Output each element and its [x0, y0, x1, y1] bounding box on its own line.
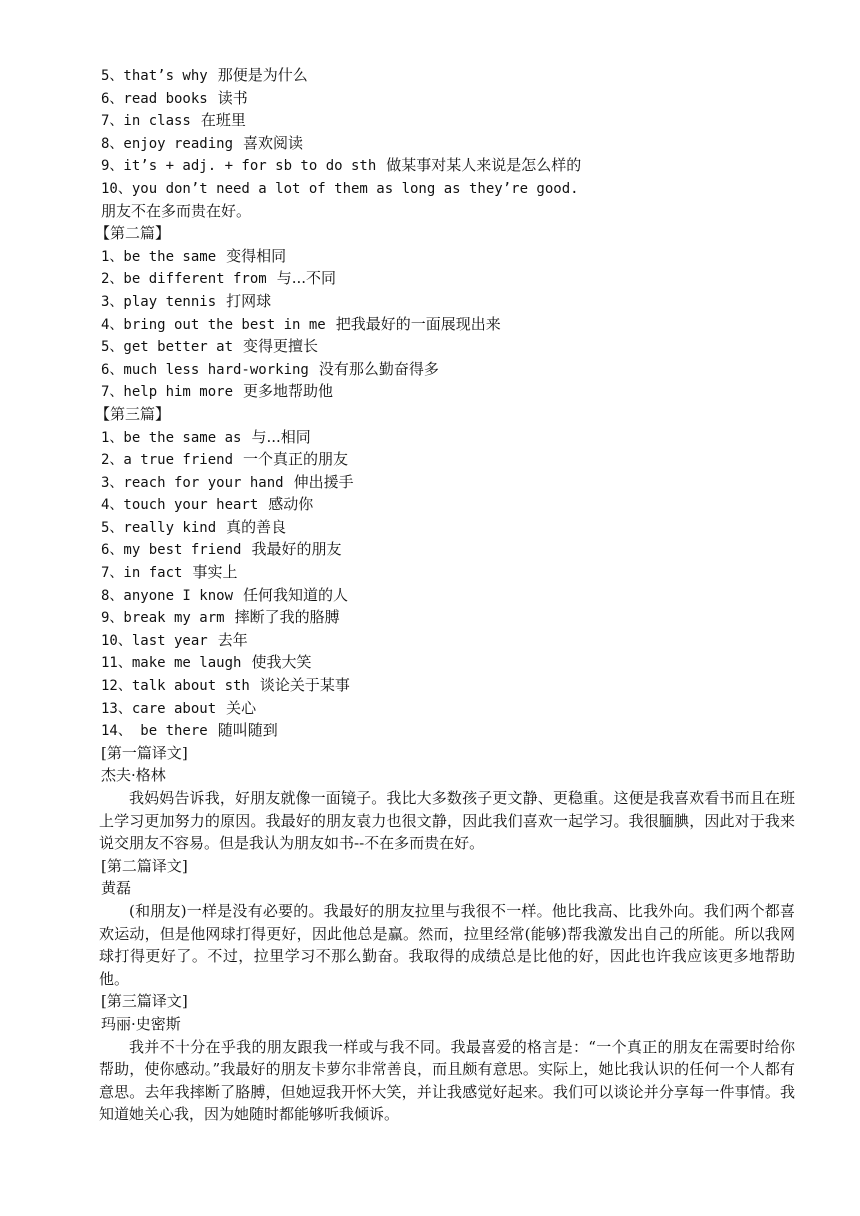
vocab-english: 6、much less hard-working — [101, 361, 309, 378]
vocab-chinese: 真的善良 — [226, 517, 287, 536]
vocab-chinese: 使我大笑 — [251, 653, 312, 672]
vocab-english: 7、help him more — [101, 384, 234, 401]
vocab-chinese: 在班里 — [200, 111, 246, 130]
vocab-chinese: 更多地帮助他 — [243, 382, 334, 401]
vocab-english: 1、be the same as — [101, 429, 242, 446]
vocab-chinese: 伸出援手 — [293, 472, 354, 491]
vocab-english: 5、really kind — [101, 519, 217, 536]
vocab-item — [101, 87, 801, 110]
vocab-item — [101, 335, 801, 358]
vocab-chinese: 那便是为什么 — [217, 66, 308, 84]
translation-label-3: [第三篇译文] — [101, 992, 188, 1011]
vocab-item — [101, 426, 801, 449]
vocab-item — [101, 380, 801, 403]
vocab-chinese: 去年 — [217, 630, 248, 649]
author-name-1: 杰夫·格林 — [101, 766, 166, 785]
vocab-chinese: 做某事对某人来说是怎么样的 — [386, 156, 582, 175]
vocab-item — [101, 154, 801, 177]
translation-text-3: 我并不十分在乎我的朋友跟我一样或与我不同。我最喜爱的格言是：“一个真正的朋友在需要时给你帮助，使你感动。”我最好的朋友卡萝尔非常善良，而且颇有意思。实际上，她比我认识的任何一个人都有意思。去年我摔断了胳膊，但她逗我开怀大笑，并让我感觉好起来。我们可以谈论并分享每一件事情。我知道她关心我，因为她随时都能够听我倾诉。 — [99, 1037, 795, 1124]
section-heading-part2: 【第二篇】 — [95, 224, 171, 243]
vocab-english: 11、make me laugh — [101, 655, 242, 672]
vocab-item — [101, 584, 801, 607]
vocab-item — [101, 719, 801, 742]
vocab-chinese: 与...不同 — [276, 269, 337, 288]
vocab-item — [101, 538, 801, 561]
vocab-chinese: 变得更擅长 — [243, 337, 319, 356]
author-name-3: 玛丽·史密斯 — [101, 1014, 181, 1033]
vocab-chinese: 打网球 — [226, 291, 272, 310]
vocab-item — [101, 245, 801, 268]
vocab-chinese: 喜欢阅读 — [243, 133, 304, 152]
translation-paragraph-3 — [99, 1036, 795, 1126]
vocab-item — [101, 358, 801, 381]
vocab-item — [101, 629, 801, 652]
vocab-english: 4、touch your heart — [101, 497, 259, 514]
vocab-item — [101, 267, 801, 290]
vocab-english: 14、 be there — [101, 723, 208, 740]
translation-label-2: [第二篇译文] — [101, 856, 188, 875]
vocab-item — [101, 697, 801, 720]
vocab-chinese: 一个真正的朋友 — [243, 450, 349, 469]
vocab-english: 8、enjoy reading — [101, 135, 234, 152]
vocab-item — [101, 448, 801, 471]
vocab-english: 10、last year — [101, 632, 208, 649]
section-heading-part3: 【第三篇】 — [95, 404, 171, 423]
translation-paragraph-2 — [99, 900, 795, 990]
vocab-english: 12、talk about sth — [101, 678, 250, 695]
vocab-item — [101, 493, 801, 516]
vocab-chinese: 事实上 — [192, 563, 238, 582]
vocab-item — [101, 64, 801, 87]
vocab-item — [101, 606, 801, 629]
vocab-english: 4、bring out the best in me — [101, 316, 326, 333]
vocab-english: 6、my best friend — [101, 542, 242, 559]
vocab-english: 9、it’s + adj. + for sb to do sth — [101, 158, 377, 175]
vocab-chinese: 随叫随到 — [217, 721, 278, 740]
vocab-english: 3、play tennis — [101, 293, 217, 310]
vocab-english: 10、you don’t need a lot of them as long as they’re good. — [101, 180, 579, 197]
vocab-chinese: 读书 — [217, 88, 248, 107]
vocab-chinese: 变得相同 — [226, 246, 287, 265]
vocab-translation: 朋友不在多而贵在好。 — [101, 201, 252, 220]
vocab-chinese: 任何我知道的人 — [243, 585, 349, 604]
vocab-item — [101, 561, 801, 584]
vocab-english: 7、in fact — [101, 565, 183, 582]
author-name-2: 黄磊 — [101, 879, 132, 898]
vocab-item — [101, 471, 801, 494]
vocab-english: 2、a true friend — [101, 452, 234, 469]
vocab-english: 8、anyone I know — [101, 587, 234, 604]
vocab-item — [101, 313, 801, 336]
vocab-english: 9、break my arm — [101, 610, 225, 627]
translation-text-1: 我妈妈告诉我，好朋友就像一面镜子。我比大多数孩子更文静、更稳重。这便是我喜欢看书而且在班上学习更加努力的原因。我最好的朋友袁力也很文静，因此我们喜欢一起学习。我很腼腆，因此对于我来说交朋友不容易。但是我认为朋友如书--不在多而贵在好。 — [99, 789, 795, 853]
vocab-item — [101, 290, 801, 313]
vocab-chinese: 与...相同 — [251, 427, 311, 446]
vocab-item — [101, 674, 801, 697]
vocab-chinese: 摔断了我的胳膊 — [234, 608, 340, 627]
translation-label-1: [第一篇译文] — [101, 743, 188, 762]
vocab-item — [101, 132, 801, 155]
vocab-chinese: 关心 — [226, 698, 257, 717]
vocab-english: 1、be the same — [101, 248, 217, 265]
vocab-english: 3、reach for your hand — [101, 474, 284, 491]
vocab-chinese: 把我最好的一面展现出来 — [335, 314, 501, 333]
vocab-item — [101, 651, 801, 674]
vocab-chinese: 我最好的朋友 — [251, 540, 342, 559]
vocab-english: 6、read books — [101, 90, 208, 107]
vocab-english: 7、in class — [101, 113, 191, 130]
translation-paragraph-1 — [99, 787, 795, 855]
vocab-chinese: 感动你 — [268, 495, 314, 514]
vocab-chinese: 没有那么勤奋得多 — [318, 359, 439, 378]
vocab-item — [101, 177, 801, 200]
document-content — [95, 64, 801, 1126]
vocab-item — [101, 516, 801, 539]
translation-text-2: (和朋友)一样是没有必要的。我最好的朋友拉里与我很不一样。他比我高、比我外向。我们两个都喜欢运动，但是他网球打得更好，因此他总是赢。然而，拉里经常(能够)帮我激发出自己的所能。所以我网球打得更好了。不过，拉里学习不那么勤奋。我取得的成绩总是比他的好，因此也许我应该更多地帮助他。 — [99, 901, 795, 988]
vocab-english: 5、that’s why — [101, 68, 208, 84]
vocab-english: 5、get better at — [101, 339, 234, 356]
vocab-item — [101, 109, 801, 132]
vocab-chinese: 谈论关于某事 — [259, 676, 350, 695]
vocab-english: 13、care about — [101, 700, 217, 717]
vocab-english: 2、be different from — [101, 271, 267, 288]
